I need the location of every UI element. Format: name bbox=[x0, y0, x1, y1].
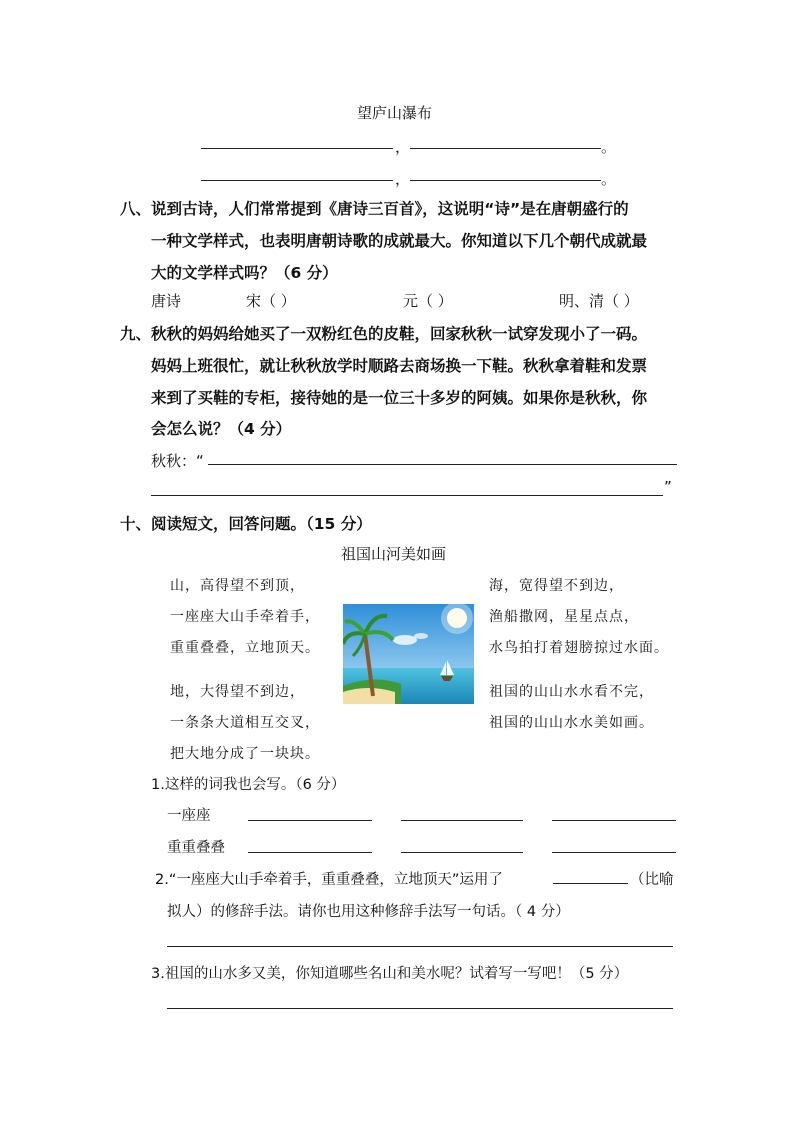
poem-line: 重重叠叠，立地顶天。 bbox=[170, 640, 320, 656]
q9-line1: 九、秋秋的妈妈给她买了一双粉红色的皮鞋，回家秋秋一试穿发现小了一码。 bbox=[120, 325, 648, 343]
period: 。 bbox=[601, 170, 617, 188]
q9-line2: 妈妈上班很忙，就让秋秋放学时顺路去商场换一下鞋。秋秋拿着鞋和发票 bbox=[151, 357, 648, 375]
q9-line4: 会怎么说？（4 分） bbox=[151, 420, 292, 438]
comma: ， bbox=[395, 138, 411, 156]
dynasty-yuan-blank[interactable]: 元（ ） bbox=[403, 292, 453, 310]
answer-line[interactable] bbox=[248, 852, 372, 853]
palm-tree-seascape-image bbox=[343, 604, 474, 704]
answer-line[interactable] bbox=[201, 148, 393, 149]
sub2-line1-end: （比喻 bbox=[630, 872, 674, 888]
example-word: 一座座 bbox=[167, 808, 211, 824]
answer-line[interactable] bbox=[552, 820, 676, 821]
answer-line[interactable] bbox=[151, 495, 663, 496]
answer-line[interactable] bbox=[410, 148, 601, 149]
comma: ， bbox=[395, 170, 411, 188]
poem-line: 渔船撒网，星星点点， bbox=[489, 609, 639, 625]
sub3-prompt: 3.祖国的山水多又美，你知道哪些名山和美水呢？试着写一写吧！（5 分） bbox=[151, 966, 629, 982]
passage-title: 祖国山河美如画 bbox=[341, 545, 447, 563]
sub2-line2: 拟人）的修辞手法。请你也用这种修辞手法写一句话。（ 4 分） bbox=[167, 904, 570, 920]
poem-line: 水鸟拍打着翅膀掠过水面。 bbox=[489, 640, 669, 656]
poem-line: 山，高得望不到顶， bbox=[170, 578, 305, 594]
answer-line[interactable] bbox=[401, 820, 523, 821]
sub2-line1: 2.“一座座大山手牵着手，重重叠叠，立地顶天”运用了 bbox=[155, 872, 503, 888]
q8-line2: 一种文学样式，也表明唐朝诗歌的成就最大。你知道以下几个朝代成就最 bbox=[151, 232, 648, 250]
poem-title: 望庐山瀑布 bbox=[357, 104, 433, 122]
dynasty-ming-qing-blank[interactable]: 明、清（ ） bbox=[559, 292, 639, 310]
q8-line1: 八、说到古诗，人们常常提到《唐诗三百首》，这说明“诗”是在唐朝盛行的 bbox=[120, 200, 629, 218]
poem-line: 一条条大道相互交叉， bbox=[170, 715, 320, 731]
example-word: 重重叠叠 bbox=[167, 840, 225, 856]
speaker-label: 秋秋：“ bbox=[151, 452, 204, 470]
period: 。 bbox=[601, 138, 617, 156]
q9-line3: 来到了买鞋的专柜，接待她的是一位三十多岁的阿姨。如果你是秋秋，你 bbox=[151, 389, 648, 407]
dynasty-tang: 唐诗 bbox=[151, 292, 182, 310]
q8-line3: 大的文学样式吗？（6 分） bbox=[151, 264, 338, 282]
answer-line[interactable] bbox=[410, 180, 601, 181]
poem-line: 把大地分成了一块块。 bbox=[170, 746, 320, 762]
answer-line[interactable] bbox=[201, 180, 393, 181]
answer-line[interactable] bbox=[167, 946, 673, 947]
close-quote: ” bbox=[664, 478, 672, 496]
poem-line: 地，大得望不到边， bbox=[170, 684, 305, 700]
answer-line[interactable] bbox=[248, 820, 372, 821]
answer-line[interactable] bbox=[167, 1008, 673, 1009]
answer-line[interactable] bbox=[208, 464, 677, 465]
answer-line[interactable] bbox=[552, 852, 676, 853]
dynasty-song-blank[interactable]: 宋（ ） bbox=[246, 292, 296, 310]
poem-line: 祖国的山山水水美如画。 bbox=[489, 715, 654, 731]
poem-line: 海，宽得望不到边， bbox=[489, 578, 624, 594]
poem-line: 祖国的山山水水看不完， bbox=[489, 684, 654, 700]
poem-line: 一座座大山手牵着手， bbox=[170, 609, 320, 625]
answer-line[interactable] bbox=[553, 883, 628, 884]
q10-heading: 十、阅读短文，回答问题。（15 分） bbox=[120, 515, 372, 533]
sub1-prompt: 1.这样的词我也会写。（6 分） bbox=[151, 777, 346, 793]
answer-line[interactable] bbox=[401, 852, 523, 853]
